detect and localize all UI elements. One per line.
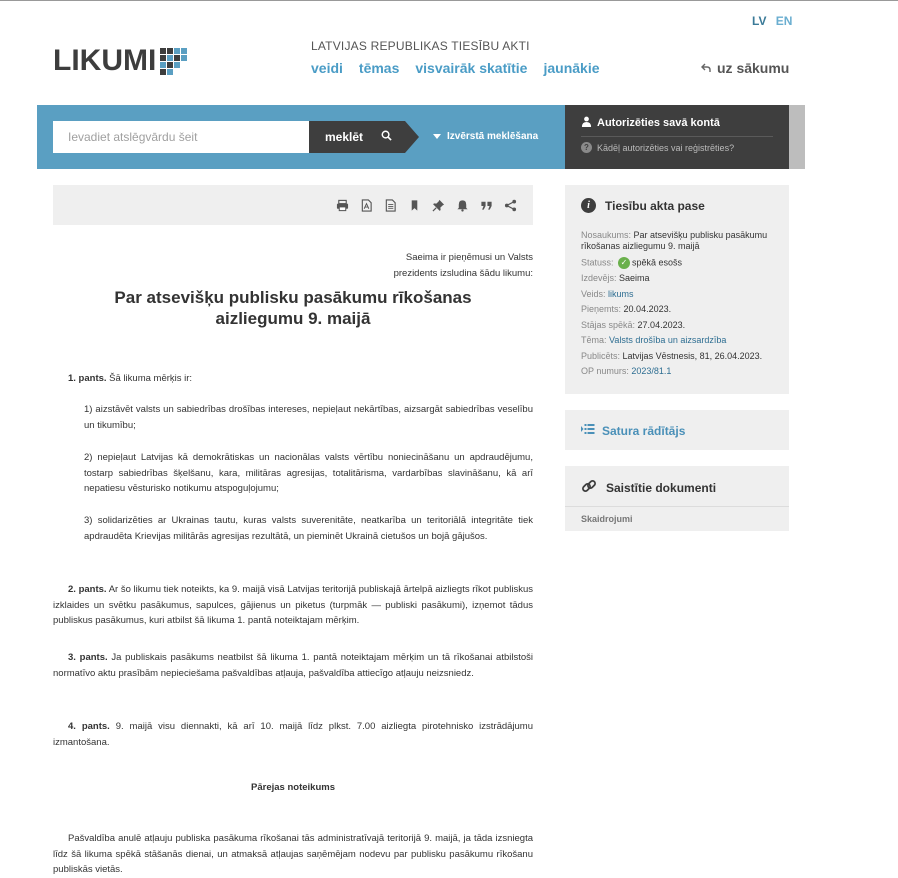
passport-topic-link[interactable]: Valsts drošība un aizsardzība bbox=[609, 335, 727, 345]
preamble-line-2: prezidents izsludina šādu likumu: bbox=[393, 267, 533, 279]
passport-adopted bbox=[581, 304, 781, 315]
passport-published-key: Publicēts: bbox=[581, 350, 621, 361]
auth-panel-edge bbox=[789, 105, 805, 169]
article-2 bbox=[53, 582, 533, 629]
top-border bbox=[0, 0, 898, 1]
act-passport bbox=[565, 185, 789, 394]
table-of-contents-label: Satura rādītājs bbox=[602, 423, 686, 438]
passport-effective-key: Stājas spēkā: bbox=[581, 319, 636, 330]
article-4-label: 4. pants. bbox=[68, 721, 110, 732]
notification-icon[interactable] bbox=[455, 198, 469, 212]
passport-published-value: Latvijas Vēstnesis, 81, 26.04.2023. bbox=[622, 350, 763, 361]
user-icon bbox=[581, 116, 592, 130]
document-title-line-2: aizliegumu 9. maijā bbox=[215, 309, 371, 328]
bookmark-icon[interactable] bbox=[407, 198, 421, 212]
article-1 bbox=[53, 371, 533, 387]
list-icon bbox=[581, 423, 595, 438]
document-icon[interactable] bbox=[383, 198, 397, 212]
passport-issuer bbox=[581, 273, 781, 284]
passport-type bbox=[581, 289, 781, 300]
passport-heading-label: Tiesību akta pase bbox=[605, 198, 705, 213]
language-switch bbox=[752, 14, 792, 28]
table-of-contents-toggle[interactable] bbox=[581, 423, 685, 438]
article-2-text: Ar šo likumu tiek noteikts, ka 9. maijā visā Latvijas teritorijā publiskajā ārtelpā aizliegts rīkot publiskus izklaides un svētku pasākumus, sapulces, gājienus un piketus (turpmāk — publiski pasākumi), izņemot tādus publiskus pasākumus, kuri atbilst šā likuma 1. pantā noteiktajam mērķim. bbox=[53, 584, 533, 626]
passport-adopted-key: Pieņemts: bbox=[581, 304, 622, 314]
site-subtitle: LATVIJAS REPUBLIKAS TIESĪBU AKTI bbox=[311, 39, 530, 53]
main-nav bbox=[311, 60, 600, 76]
search-input[interactable] bbox=[53, 121, 309, 153]
passport-issuer-value: Saeima bbox=[619, 273, 650, 283]
share-icon[interactable] bbox=[503, 198, 517, 212]
why-register-link[interactable] bbox=[581, 142, 734, 153]
explanations-link[interactable]: Skaidrojumi bbox=[581, 514, 633, 524]
lang-lv[interactable]: LV bbox=[752, 14, 767, 28]
pdf-icon[interactable] bbox=[359, 198, 373, 212]
search-bar bbox=[37, 105, 565, 169]
passport-effective bbox=[581, 320, 781, 331]
nav-temas[interactable]: tēmas bbox=[358, 60, 400, 76]
logo-text: LIKUMI bbox=[53, 44, 157, 77]
article-3-label: 3. pants. bbox=[68, 652, 108, 663]
info-icon: i bbox=[581, 198, 596, 213]
related-documents-card bbox=[565, 466, 789, 531]
nav-newest[interactable]: jaunākie bbox=[543, 60, 600, 76]
passport-effective-value: 27.04.2023. bbox=[637, 319, 686, 330]
article-1-item-3: 3) solidarizēties ar Ukrainas tautu, kuras valsts suverenitāte, neatkarība un teritoriālā integritāte tiek apdraudēta Krievijas militārās agresijas rezultātā, un pieminēt Ukrainā cietušos un bojā gājušos. bbox=[84, 515, 533, 542]
preamble-line-1: Saeima ir pieņēmusi un Valsts bbox=[405, 252, 533, 263]
passport-op-number bbox=[581, 366, 781, 377]
home-link-label: uz sākumu bbox=[717, 60, 790, 76]
auth-panel bbox=[565, 105, 789, 169]
article-3 bbox=[53, 650, 533, 681]
passport-topic bbox=[581, 335, 781, 346]
login-label: Autorizēties savā kontā bbox=[597, 117, 720, 129]
passport-status bbox=[581, 257, 781, 269]
passport-status-value: spēkā esošs bbox=[632, 256, 683, 267]
article-2-label: 2. pants. bbox=[68, 584, 107, 595]
print-icon[interactable] bbox=[335, 198, 349, 212]
auth-divider bbox=[581, 136, 773, 137]
why-register-label: Kādēļ autorizēties vai reģistrēties? bbox=[597, 142, 735, 153]
advanced-search-toggle[interactable] bbox=[433, 131, 538, 142]
login-link[interactable] bbox=[581, 116, 720, 130]
passport-name bbox=[581, 230, 781, 252]
logo-grid-icon bbox=[160, 48, 187, 75]
passport-type-key: Veids: bbox=[581, 288, 606, 299]
check-icon: ✓ bbox=[618, 257, 630, 269]
article-1-item-2: 2) nepieļaut Latvijas kā demokrātiskas un nacionālas valsts vērtību noniecināšanu un apdraudējumu, tostarp sabiedrības šķelšanu, kara, militāras agresijas, totalitārisma, vardarbības slavināšanu, kā arī nepatiesu vēsturisko notikumu atspoguļojumu; bbox=[84, 452, 533, 494]
document-title-line-1: Par atsevišķu publisku pasākumu rīkošanas bbox=[114, 288, 472, 307]
passport-published bbox=[581, 351, 781, 362]
advanced-search-label: Izvērstā meklēšana bbox=[447, 131, 539, 142]
search-icon bbox=[381, 130, 392, 144]
pin-icon[interactable] bbox=[431, 198, 445, 212]
lang-en[interactable]: EN bbox=[775, 14, 793, 28]
passport-fields bbox=[581, 230, 781, 382]
search-button[interactable] bbox=[309, 121, 405, 153]
passport-topic-key: Tēma: bbox=[581, 335, 607, 345]
nav-most-viewed[interactable]: visvairāk skatītie bbox=[415, 60, 528, 76]
link-icon bbox=[581, 478, 597, 497]
quote-icon[interactable] bbox=[479, 198, 493, 212]
passport-op-link[interactable]: 2023/81.1 bbox=[631, 366, 672, 376]
passport-name-key: Nosaukums: bbox=[581, 230, 632, 240]
passport-op-key: OP numurs: bbox=[581, 366, 629, 376]
article-1-text: Šā likuma mērķis ir: bbox=[106, 373, 193, 384]
search-button-label: meklēt bbox=[325, 130, 364, 144]
table-of-contents-card[interactable] bbox=[565, 410, 789, 450]
related-divider bbox=[565, 506, 789, 507]
article-1-item-1: 1) aizstāvēt valsts un sabiedrības drošības intereses, nepieļaut nekārtības, aizsargāt sabiedrības veselību un tikumību; bbox=[84, 404, 533, 431]
related-documents-label: Saistītie dokumenti bbox=[606, 480, 717, 495]
nav-veidi[interactable]: veidi bbox=[311, 60, 343, 76]
home-link[interactable] bbox=[701, 60, 789, 76]
related-documents-heading bbox=[581, 478, 716, 497]
passport-type-link[interactable]: likums bbox=[608, 288, 634, 299]
caret-down-icon bbox=[433, 134, 441, 139]
article-4 bbox=[53, 719, 533, 750]
article-3-text: Ja publiskais pasākums neatbilst šā likuma 1. pantā noteiktajam mērķim un tā rīkošanai atbilstoši normatīvo aktu prasībām nepieciešama pašvaldības atļauja, pašvaldība attiecīgo atļauju neizsniedz. bbox=[53, 652, 533, 679]
passport-name-value: Par atsevišķu publisku pasākumu rīkošanas aizliegumu 9. maijā bbox=[581, 230, 768, 251]
question-icon: ? bbox=[581, 142, 592, 153]
passport-adopted-value: 20.04.2023. bbox=[623, 304, 672, 314]
transitional-provision: Pašvaldība anulē atļauju publiska pasākuma rīkošanai tās administratīvajā teritorijā 9. maijā, ja tāda izsniegta līdz šā likuma spēkā stāšanās dienai, un atmaksā atļaujas saņēmējam nodevu par publisku pasākumu rīkošanu publiskās vietās. bbox=[53, 833, 533, 875]
passport-heading bbox=[581, 198, 705, 213]
article-1-label: 1. pants. bbox=[68, 373, 107, 384]
document-toolbar bbox=[53, 185, 533, 225]
return-arrow-icon bbox=[701, 60, 711, 76]
site-logo[interactable] bbox=[53, 44, 187, 77]
preamble bbox=[333, 250, 533, 281]
transitional-heading: Pārejas noteikums bbox=[251, 782, 335, 793]
article-4-text: 9. maijā visu diennakti, kā arī 10. maijā līdz plkst. 7.00 aizliegta pirotehnisko izstrādājumu izmantošana. bbox=[53, 721, 534, 748]
document-title bbox=[53, 287, 533, 329]
passport-status-key: Statuss: bbox=[581, 256, 614, 267]
passport-issuer-key: Izdevējs: bbox=[581, 273, 617, 283]
